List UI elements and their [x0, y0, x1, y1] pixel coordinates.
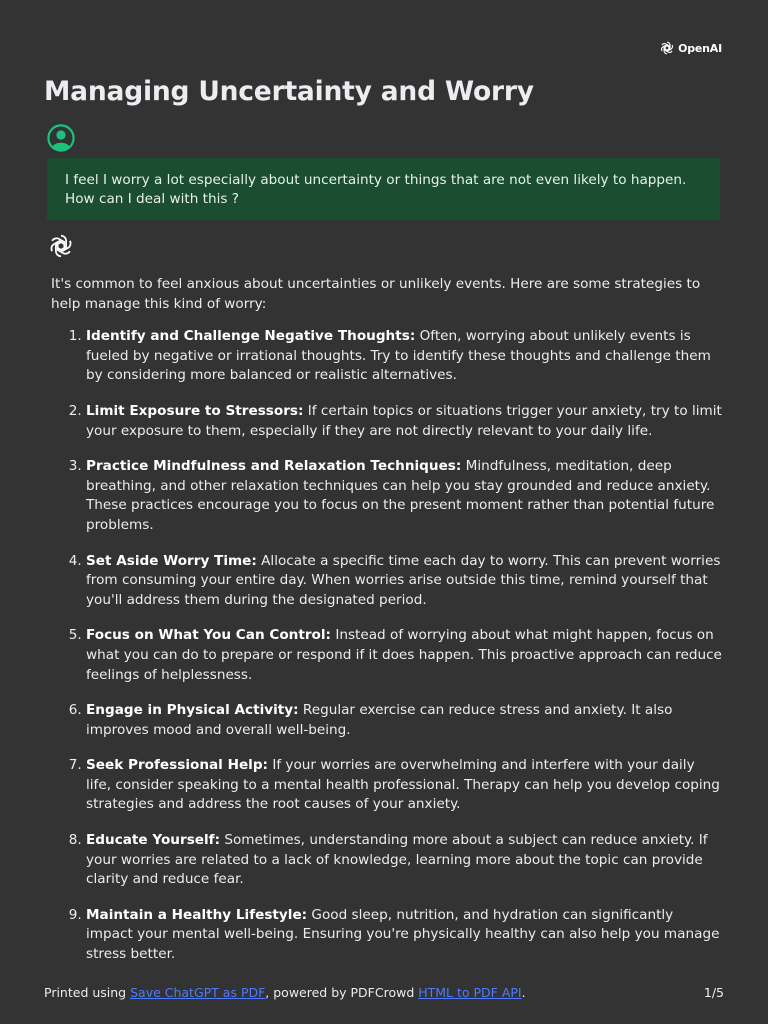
page-number: 1/5 [703, 985, 724, 1000]
item-heading: Seek Professional Help: [86, 757, 268, 774]
answer-intro: It's common to feel anxious about uncertainties or unlikely events. Here are some strategies to help manage this kind of worry: [51, 276, 701, 312]
openai-logo-icon [47, 232, 75, 260]
assistant-avatar [47, 232, 75, 260]
item-text: Allocate a specific time each day to worry. This can prevent worries from consuming your entire day. When worries arise outside this time, remind yourself that you'll address them during the designated period. [86, 552, 721, 608]
item-text: Instead of worrying about what might happen, focus on what you can do to prepare or respond if it does happen. This proactive approach can reduce feelings of helplessness. [86, 627, 722, 683]
item-heading: Educate Yourself: [86, 832, 221, 849]
list-item [86, 457, 723, 535]
item-heading: Identify and Challenge Negative Thoughts: [86, 328, 416, 345]
list-item [86, 906, 723, 965]
page-title: Managing Uncertainty and Worry [44, 76, 534, 107]
item-text: If your worries are overwhelming and interfere with your daily life, consider speaking to a mental health professional. Therapy can help you develop coping strategies and address the root causes of your anxiety. [86, 757, 720, 813]
item-text: Regular exercise can reduce stress and anxiety. It also improves mood and overall well-being. [86, 702, 673, 738]
save-chatgpt-pdf-link[interactable]: Save ChatGPT as PDF [130, 985, 266, 1000]
list-item [86, 402, 723, 441]
list-item [86, 831, 723, 890]
item-heading: Set Aside Worry Time: [86, 552, 257, 569]
user-avatar-icon [47, 124, 75, 152]
item-heading: Limit Exposure to Stressors: [86, 402, 304, 419]
openai-brand [659, 40, 722, 56]
list-item [86, 756, 723, 815]
item-heading: Focus on What You Can Control: [86, 627, 331, 644]
strategy-list [51, 327, 723, 964]
list-item [86, 552, 723, 611]
openai-logo-icon [659, 40, 675, 56]
footer-credit [44, 985, 526, 1000]
print-footer [44, 985, 724, 1000]
assistant-message [51, 275, 723, 981]
item-text: Often, worrying about unlikely events is fueled by negative or irrational thoughts. Try to identify these thoughts and challenge them by considering more balanced or realistic alternatives. [86, 328, 711, 384]
list-item [86, 327, 723, 386]
item-heading: Engage in Physical Activity: [86, 702, 299, 719]
html-to-pdf-api-link[interactable]: HTML to PDF API [418, 985, 522, 1000]
footer-prefix: Printed using [44, 985, 131, 1000]
list-item [86, 626, 723, 685]
item-text: Good sleep, nutrition, and hydration can significantly impact your mental well-being. Ensuring you're physically healthy can also help you manage stress better. [86, 906, 720, 963]
footer-middle: , powered by PDFCrowd [265, 985, 419, 1000]
item-heading: Maintain a Healthy Lifestyle: [86, 906, 308, 923]
list-item [86, 701, 723, 740]
user-avatar [47, 124, 75, 152]
item-text: Mindfulness, meditation, deep breathing, and other relaxation techniques can help you stay grounded and reduce anxiety. These practices encourage you to focus on the present moment rather than potential future problems. [86, 458, 715, 533]
item-text: Sometimes, understanding more about a subject can reduce anxiety. If your worries are related to a lack of knowledge, learning more about the topic can provide clarity and reduce fear. [86, 832, 708, 888]
item-heading: Practice Mindfulness and Relaxation Techniques: [86, 458, 462, 475]
item-text: If certain topics or situations trigger your anxiety, try to limit your exposure to them, especially if they are not directly relevant to your daily life. [86, 402, 722, 439]
footer-suffix: . [521, 985, 526, 1000]
brand-name: OpenAI [678, 41, 722, 55]
user-message: I feel I worry a lot especially about uncertainty or things that are not even likely to happen. How can I deal with this ? [47, 158, 720, 220]
